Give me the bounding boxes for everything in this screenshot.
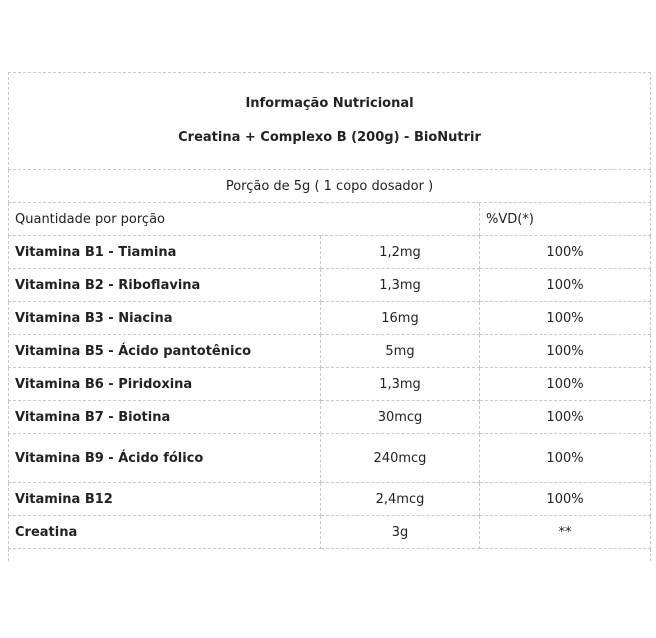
dv-header: %VD(*) bbox=[480, 203, 651, 236]
nutrient-dv: 100% bbox=[480, 368, 651, 401]
nutrient-dv: 100% bbox=[480, 335, 651, 368]
serving-row bbox=[9, 170, 651, 203]
nutrient-amount: 5mg bbox=[321, 335, 480, 368]
nutrient-dv: 100% bbox=[480, 269, 651, 302]
nutrient-name: Vitamina B5 - Ácido pantotênico bbox=[9, 335, 321, 368]
nutrient-dv: 100% bbox=[480, 434, 651, 483]
table-row bbox=[9, 434, 651, 483]
nutrient-amount: 3g bbox=[321, 516, 480, 549]
column-header-row bbox=[9, 203, 651, 236]
nutrient-dv: 100% bbox=[480, 236, 651, 269]
serving-size: Porção de 5g ( 1 copo dosador ) bbox=[9, 170, 651, 203]
nutrient-name: Vitamina B7 - Biotina bbox=[9, 401, 321, 434]
table-row bbox=[9, 335, 651, 368]
nutrient-dv: ** bbox=[480, 516, 651, 549]
nutrient-amount: 1,3mg bbox=[321, 269, 480, 302]
nutrient-name: Vitamina B6 - Piridoxina bbox=[9, 368, 321, 401]
table-row bbox=[9, 236, 651, 269]
table-row bbox=[9, 368, 651, 401]
table-row bbox=[9, 516, 651, 549]
nutrient-name: Vitamina B9 - Ácido fólico bbox=[9, 434, 321, 483]
nutrient-dv: 100% bbox=[480, 302, 651, 335]
table-trailing-row bbox=[9, 549, 651, 562]
nutrient-amount: 2,4mcg bbox=[321, 483, 480, 516]
header-row bbox=[9, 73, 651, 170]
table-trailing-cell bbox=[9, 549, 651, 562]
nutrient-name: Creatina bbox=[9, 516, 321, 549]
table-title: Informação Nutricional bbox=[245, 96, 414, 111]
nutrient-name: Vitamina B3 - Niacina bbox=[9, 302, 321, 335]
nutrient-name: Vitamina B1 - Tiamina bbox=[9, 236, 321, 269]
nutrient-amount: 30mcg bbox=[321, 401, 480, 434]
table-row bbox=[9, 483, 651, 516]
nutrition-facts-table bbox=[8, 72, 651, 561]
quantity-header: Quantidade por porção bbox=[9, 203, 480, 236]
nutrient-amount: 240mcg bbox=[321, 434, 480, 483]
nutrient-dv: 100% bbox=[480, 401, 651, 434]
table-row bbox=[9, 269, 651, 302]
table-row bbox=[9, 401, 651, 434]
nutrient-name: Vitamina B2 - Riboflavina bbox=[9, 269, 321, 302]
table-header bbox=[9, 73, 651, 170]
product-name: Creatina + Complexo B (200g) - BioNutrir bbox=[178, 130, 481, 145]
nutrient-amount: 16mg bbox=[321, 302, 480, 335]
nutrient-name: Vitamina B12 bbox=[9, 483, 321, 516]
table-row bbox=[9, 302, 651, 335]
nutrient-dv: 100% bbox=[480, 483, 651, 516]
nutrient-amount: 1,3mg bbox=[321, 368, 480, 401]
nutrient-amount: 1,2mg bbox=[321, 236, 480, 269]
